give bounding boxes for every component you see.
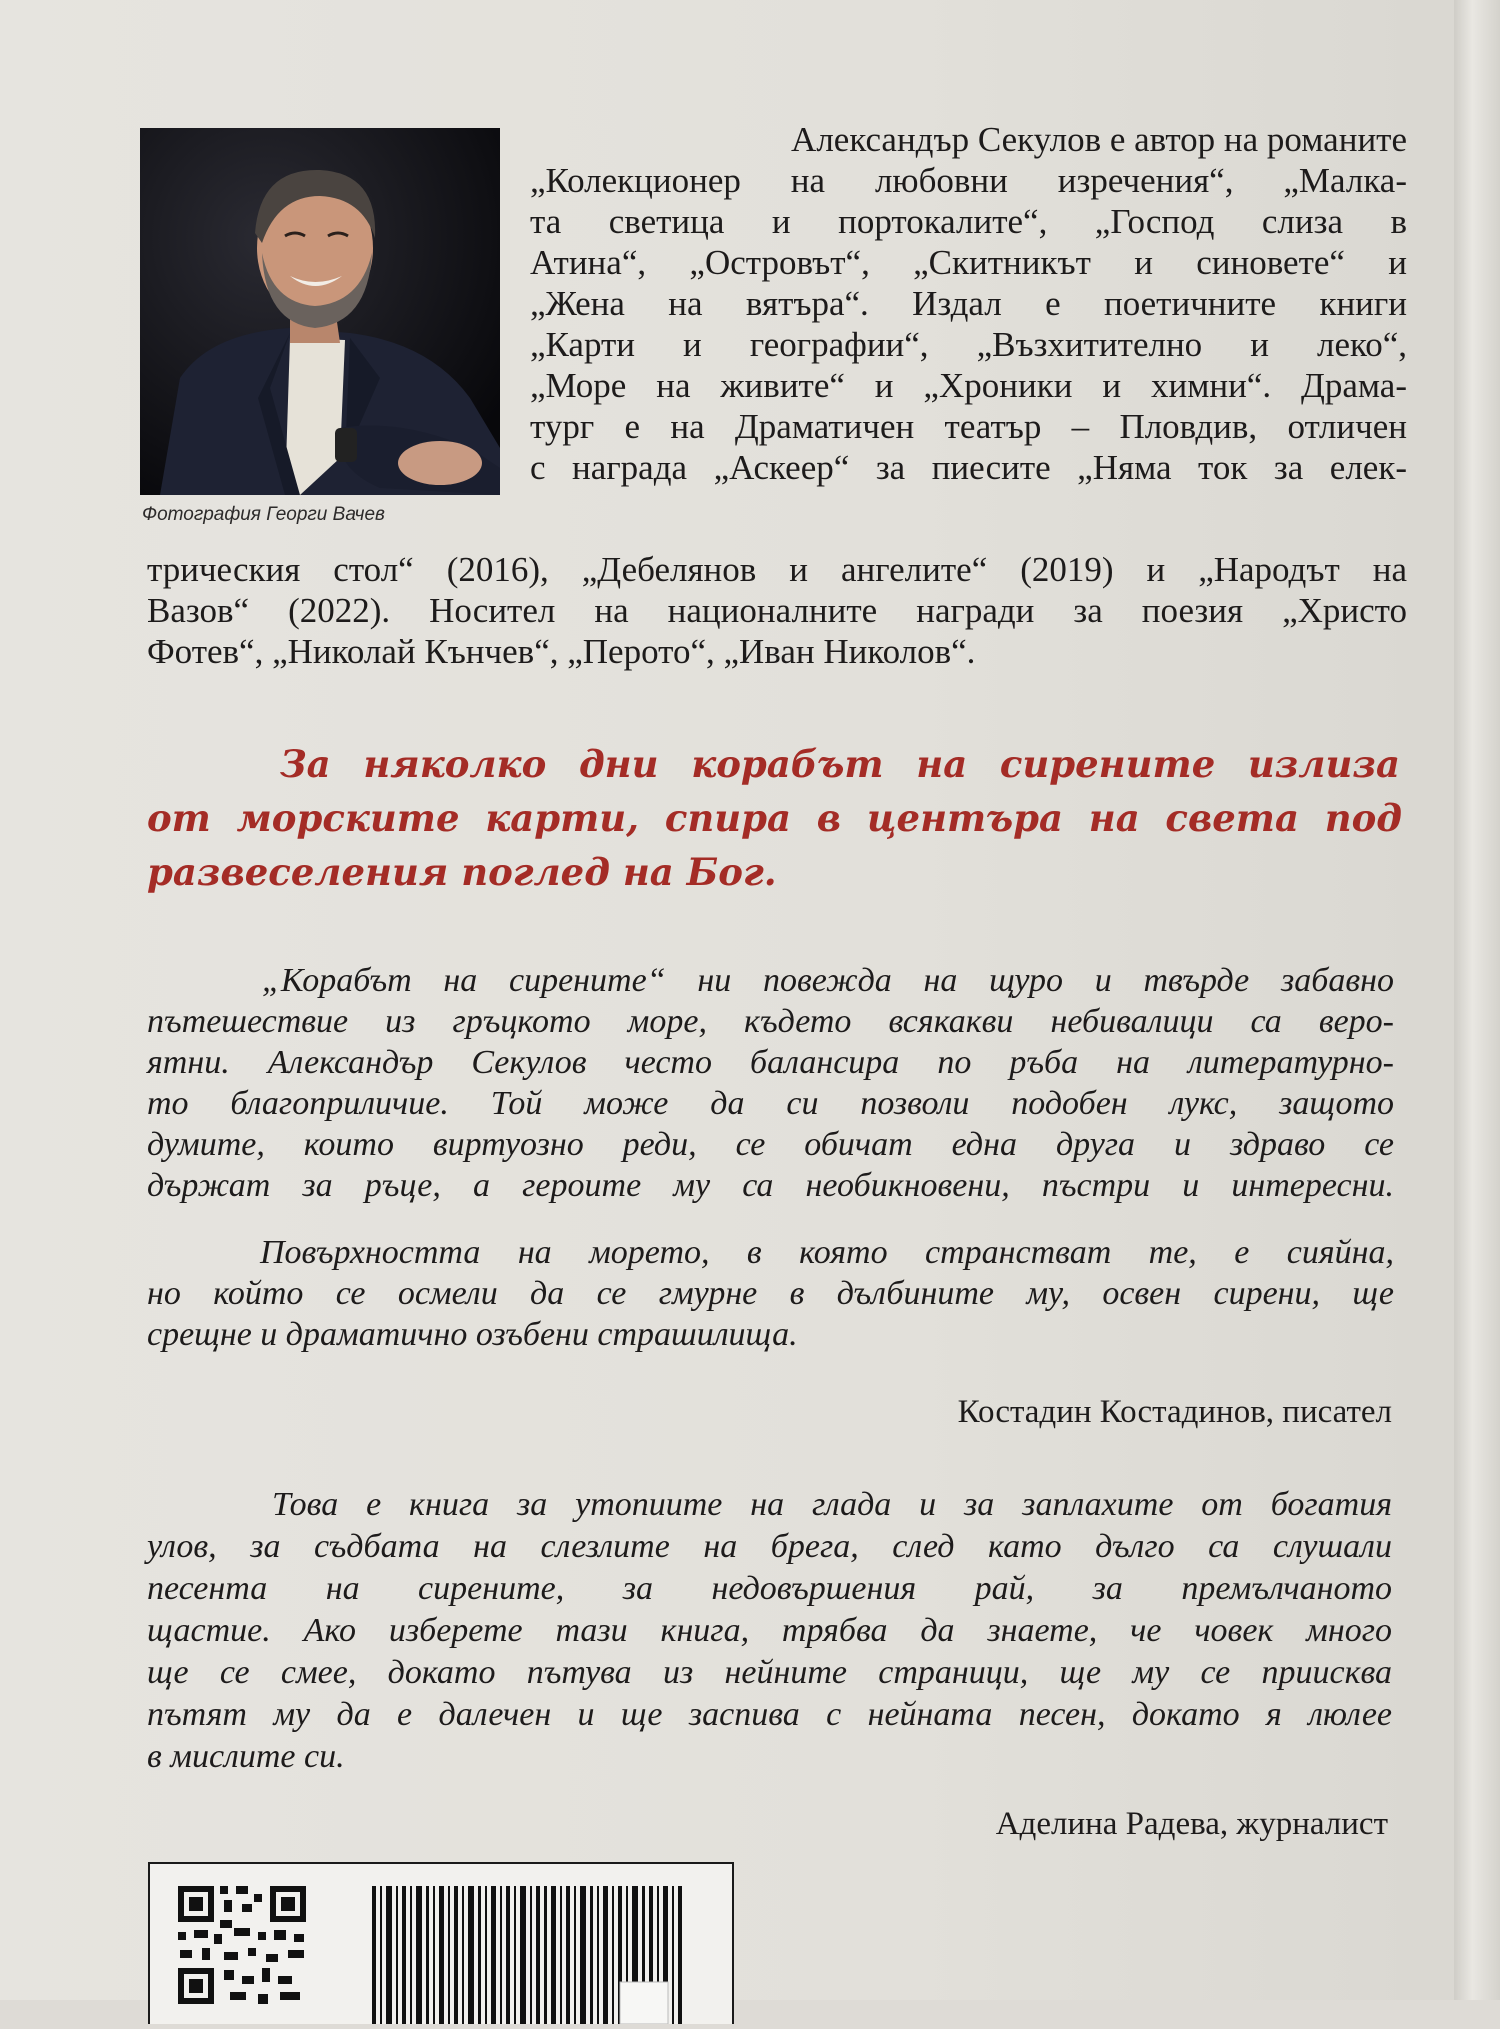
qr-and-barcode	[150, 1864, 732, 2024]
quote-line: Това е книга за утопиите на глада и за заплахите от богатия	[272, 1486, 1392, 1523]
bio-line: „Море на живите“ и „Хроники и химни“. Драма-	[530, 366, 1407, 405]
quote-line: улов, за съдбата на слезлите на брега, след като дълго са слушали	[147, 1528, 1392, 1565]
quote-line: ще се смее, докато пътува из нейните страници, ще му се приисква	[147, 1654, 1392, 1691]
bio-line: „Карти и географии“, „Възхитително и леко“,	[530, 325, 1407, 364]
quote-line: щастие. Ако изберете тази книга, трябва да знаете, че човек много	[147, 1612, 1392, 1649]
bio-line: та светица и портокалите“, „Господ слиза в	[530, 202, 1407, 241]
quote-line: но който се осмели да се гмурне в дълбините му, освен сирени, ще	[147, 1275, 1394, 1312]
bio-line: Вазов“ (2022). Носител на националните награди за поезия „Христо	[147, 591, 1407, 630]
photo-caption: Фотография Георги Вачев	[142, 504, 385, 525]
cover-edge	[1454, 0, 1500, 2000]
quote-line: пътят му да е далечен и ще заспива с нейната песен, докато я люлее	[147, 1696, 1392, 1733]
qr-code-icon	[178, 1886, 306, 2004]
quote-line: то благоприличие. Той може да си позволи подобен лукс, защото	[147, 1085, 1394, 1122]
bio-line: „Колекционер на любовни изречения“, „Малка-	[530, 161, 1407, 200]
quote-line: думите, които виртуозно реди, се обичат една друга и здраво се	[147, 1126, 1394, 1163]
bio-line: Атина“, „Островът“, „Скитникът и синовете“ и	[530, 243, 1407, 282]
quote-line: Повърхността на морето, в която странстват те, е сияйна,	[260, 1234, 1394, 1271]
quote-line: ятни. Александър Секулов често балансира по ръба на литературно-	[147, 1044, 1394, 1081]
bio-line: Александър Секулов е автор на романите	[791, 120, 1407, 159]
quote-2-author: Аделина Радева, журналист	[995, 1806, 1388, 1842]
tagline-line: За няколко дни корабът на сирените излиза	[280, 742, 1400, 786]
author-portrait	[140, 128, 500, 495]
quote-line: държат за ръце, а героите му са необикновени, пъстри и интересни.	[147, 1167, 1394, 1204]
quote-line: в мислите си.	[147, 1738, 345, 1775]
bio-line: „Жена на вятъра“. Издал е поетичните книги	[530, 284, 1407, 323]
quote-line: срещне и драматично озъбени страшилища.	[147, 1316, 798, 1353]
tagline-line: развеселения поглед на Бог.	[147, 850, 777, 894]
bio-line: с награда „Аскеер“ за пиесите „Няма ток за елек-	[530, 448, 1407, 487]
bio-line: тург е на Драматичен театър – Пловдив, отличен	[530, 407, 1407, 446]
price-sticker	[620, 1982, 668, 2024]
bio-line: трическия стол“ (2016), „Дебелянов и ангелите“ (2019) и „Народът на	[147, 550, 1407, 589]
bio-line: Фотев“, „Николай Кънчев“, „Перото“, „Иван Николов“.	[147, 632, 976, 671]
author-photo	[140, 128, 500, 495]
tagline-line: от морските карти, спира в центъра на света под	[147, 796, 1402, 840]
quote-line: „Корабът на сирените“ ни повежда на щуро и твърде забавно	[262, 962, 1394, 999]
quote-line: песента на сирените, за недовършения рай, за премълчаното	[147, 1570, 1392, 1607]
quote-1-author: Костадин Костадинов, писател	[957, 1394, 1392, 1430]
quote-line: пътешествие из гръцкото море, където всякакви небивалици са веро-	[147, 1003, 1394, 1040]
